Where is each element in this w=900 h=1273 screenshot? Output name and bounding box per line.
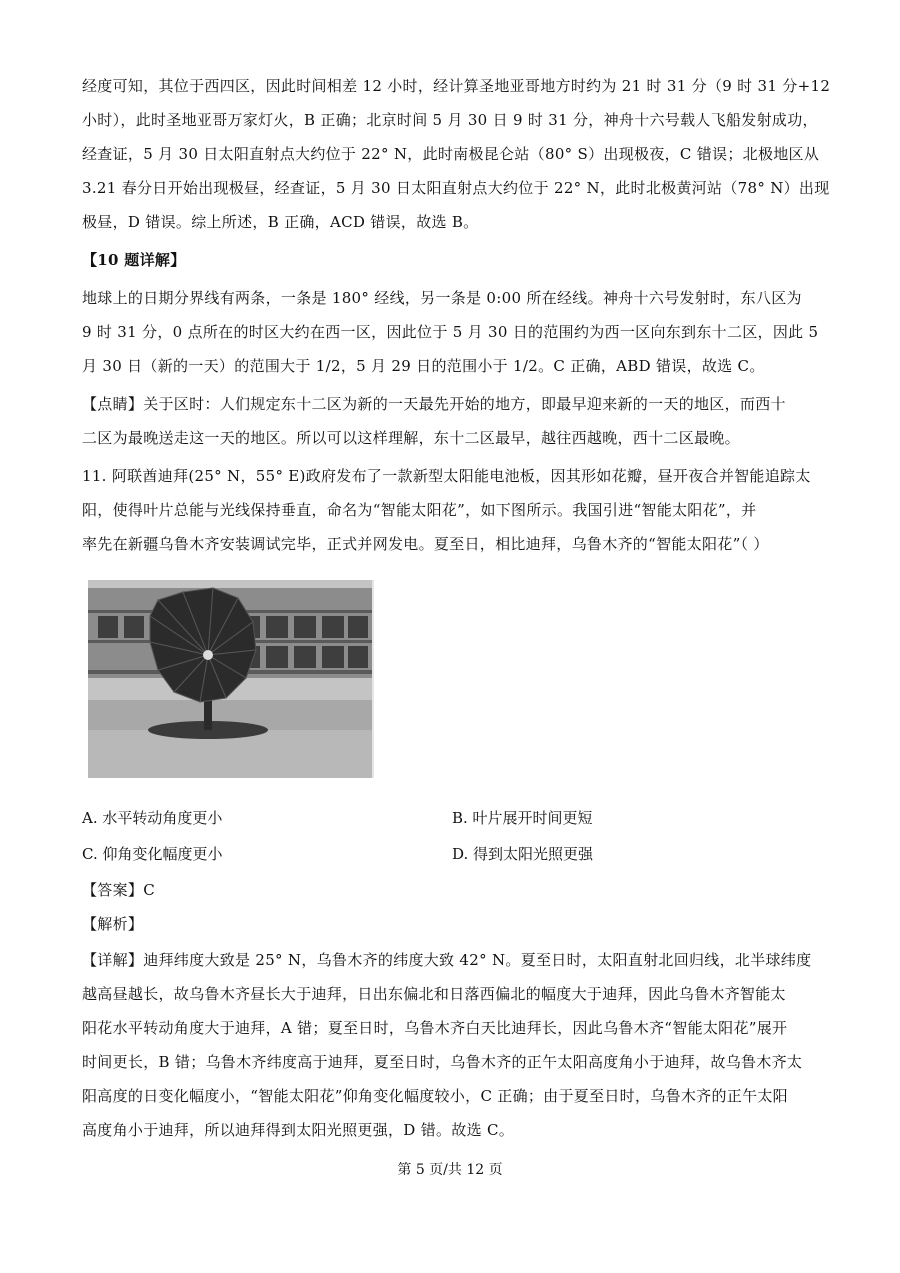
body-line-1: 经度可知，其位于西四区，因此时间相差 12 小时，经计算圣地亚哥地方时约为 21 时 31 分（9 时 31 分+12 [82,77,831,95]
tip-line-2: 二区为最晚送走这一天的地区。所以可以这样理解，东十二区最早，越往西越晚，西十二区最晚。 [82,429,740,447]
analysis-label: 【解析】 [82,915,144,933]
question-11-line-1: 11. 阿联酋迪拜(25° N，55° E)政府发布了一款新型太阳能电池板，因其形如花瓣，昼开夜合并智能追踪太 [82,467,811,485]
page-footer: 第 5 页/共 12 页 [397,1162,503,1178]
detail-line-2: 越高昼越长，故乌鲁木齐昼长大于迪拜，日出东偏北和日落西偏北的幅度大于迪拜，因此乌鲁木齐智能太 [82,985,786,1003]
body-line-9: 月 30 日（新的一天）的范围大于 1/2，5 月 29 日的范围小于 1/2。C 正确，ABD 错误，故选 C。 [82,357,765,375]
solar-flower-photo [88,580,374,778]
tip-line-1: 【点睛】关于区时：人们规定东十二区为新的一天最先开始的地方，即最早迎来新的一天的地区，而西十 [82,395,786,413]
question-11-line-2: 阳，使得叶片总能与光线保持垂直，命名为“智能太阳花”，如下图所示。我国引进“智能太阳花”，并 [82,501,757,519]
detail-line-6: 高度角小于迪拜，所以迪拜得到太阳光照更强，D 错。故选 C。 [82,1121,515,1139]
detail-line-4: 时间更长，B 错；乌鲁木齐纬度高于迪拜，夏至日时，乌鲁木齐的正午太阳高度角小于迪拜，故乌鲁木齐太 [82,1053,803,1071]
detail-line-1: 【详解】迪拜纬度大致是 25° N，乌鲁木齐的纬度大致 42° N。夏至日时，太阳直射北回归线，北半球纬度 [82,951,812,969]
option-c: C. 仰角变化幅度更小 [82,845,223,863]
option-d: D. 得到太阳光照更强 [452,845,594,863]
detail-line-5: 阳高度的日变化幅度小，“智能太阳花”仰角变化幅度较小，C 正确；由于夏至日时，乌鲁木齐的正午太阳 [82,1087,788,1105]
body-line-2: 小时），此时圣地亚哥万家灯火，B 正确；北京时间 5 月 30 日 9 时 31 分，神舟十六号载人飞船发射成功， [82,111,818,129]
body-line-3: 经查证，5 月 30 日太阳直射点大约位于 22° N，此时南极昆仑站（80° S）出现极夜，C 错误；北极地区从 [82,145,820,163]
body-line-5: 极昼，D 错误。综上所述，B 正确，ACD 错误，故选 B。 [82,213,479,231]
solar-flower-illustration [88,580,372,778]
answer-line: 【答案】C [82,881,155,899]
section-heading-10: 【10 题详解】 [82,251,186,269]
detail-line-3: 阳花水平转动角度大于迪拜，A 错；夏至日时，乌鲁木齐白天比迪拜长，因此乌鲁木齐“智能太阳花”展开 [82,1019,788,1037]
body-line-7: 地球上的日期分界线有两条，一条是 180° 经线，另一条是 0:00 所在经线。神舟十六号发射时，东八区为 [82,289,802,307]
body-line-8: 9 时 31 分，0 点所在的时区大约在西一区，因此位于 5 月 30 日的范围约为西一区向东到东十二区，因此 5 [82,323,819,341]
question-11-line-3: 率先在新疆乌鲁木齐安装调试完毕，正式并网发电。夏至日，相比迪拜，乌鲁木齐的“智能太阳花”（ ） [82,535,769,553]
option-a: A. 水平转动角度更小 [82,809,223,827]
option-b: B. 叶片展开时间更短 [452,809,593,827]
body-line-4: 3.21 春分日开始出现极昼，经查证，5 月 30 日太阳直射点大约位于 22° N，此时北极黄河站（78° N）出现 [82,179,830,197]
